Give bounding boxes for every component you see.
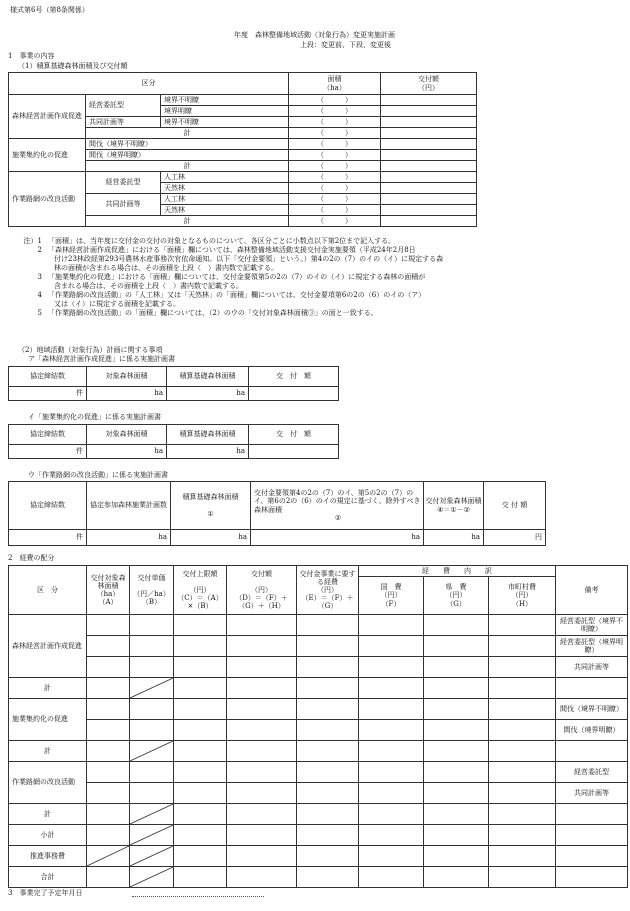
form-number: 様式第6号（第8条関係） [10,6,89,14]
plan-table-u: 協定締結数 協定参加森林施業計画数 積算基礎森林面積 ① 交付金要領第4の2の（7）のイ、第5の2の（7）のイ、第6の2の（6）のイの規定に基づく、除外すべき森林面積 ② 交付対象森林面積 ④＝①－② 交 付 額 件 ha ha ha ha 円 [8,481,546,546]
col-kubun: 区分 [9,73,289,95]
col-area: 面積 （ha） [289,73,381,95]
group-forest-plan: 森林経営計画作成促進 [9,95,86,139]
section-2-title: （2）地域活動（対象行為）計画に関する事項 [18,346,163,354]
table-u-title: ウ「作業路網の改良活動」に係る実施計画書 [28,471,168,479]
table-a-title: ア「森林経営計画作成促進」に係る実施計画書 [28,355,175,363]
group-consolidation: 施業集約化の促進 [9,139,86,172]
group-road-improve: 作業路網の改良活動 [9,172,86,227]
section-3-title: 2 経費の配分 [8,554,55,562]
completion-date-field[interactable] [132,896,264,897]
section-4-title: 3 事業完了予定年月日 [8,889,83,897]
expense-table: 区 分 交付対象森林面積 （ha） （A） 交付単価 （円／ha） （B） 交付上限額 （円） （C）＝（A）×（B） 交付額 （円） （D）＝（F）＋（G）＋（H） 交付金事業に要する経費 （円） （E）＝（F）＋（G） 経 費 内 訳 備考 国 費 （円） （F） 県 費 （円） （G） 市町村費 （円） （H） 森林経営計画作成促進 経営委託型（境界不明瞭） 経営委託型（境界明瞭） 共同計画等 計 施業集約化の促進 間伐（境界不明瞭） 間伐（境界明瞭） 計 作業路網の改良活動 経営委託型 共同計画等 計 小計 推進事務費 合計 [8,565,628,888]
notes: 注）1 「面積」は、当年度に交付金の交付の対象となるものについて、各区分ごとに小数点以下第2位まで記入する。 2 「森林経営計画作成促進」における「面積」欄については、森林整備地域活動支援交付金実施要領（平成24年2月8日 付け23林政経第293号農林水産事務次官依命通知。以下「交付金要領」という。）第4の2の（7）のイの（イ）に規定する森 林の面積が含まれる場合は、その面積を上段（ ）書内数で記載する。 3 「施業集約化の促進」における「面積」欄については、交付金要領第5の2の（7）のイの（イ）に規定する森林の面積が 含まれる場合は、その面積を上段（ ）書内数で記載する。 4 「作業路網の改良活動」の「人工林」又は「天然林」の「面積」欄については、交付金要項第6の2の（6）のイの（ア） 又は（イ）に規定する面積を記載する。 5 「作業路網の改良活動」の「面積」欄については、（2）のウの「交付対象森林面積③」の面と一致する。 [23,237,444,317]
page-subtitle: 上段：変更前、下段、変更後 [300,41,391,49]
page-title: 年度 森林整備地域活動（対象行為）変更実施計画 [234,31,395,39]
area-grant-table: 区分 面積 （ha） 交付額 （円） 森林経営計画作成促進 経営委託型 境界不明瞭 （ ） 境界明瞭 （ ） 共同計画等 境界不明瞭 （ ） 計 （ ） 施業集約化の促進 間伐（境界不明瞭） （ ） 間伐（境界明瞭） （ ） 計 （ ） 作業路網の改良活動 経営委託型 人工林 （ ） 天然林 （ ） 共同計画等 人工林 （ ） 天然林 （ ） 計 （ ） [8,72,477,227]
plan-table-i: 協定締結数 対象森林面積 積算基礎森林面積 交 付 額 件 ha ha [8,424,339,459]
table-1-title: （1）積算基礎森林面積及び交付額 [18,62,128,70]
section-1-title: 1 事業の内容 [8,52,55,60]
plan-table-a: 協定締結数 対象森林面積 積算基礎森林面積 交 付 額 件 ha ha [8,366,339,401]
col-amount: 交付額 （円） [381,73,477,95]
table-i-title: イ「施業集約化の促進」に係る実施計画書 [28,413,161,421]
